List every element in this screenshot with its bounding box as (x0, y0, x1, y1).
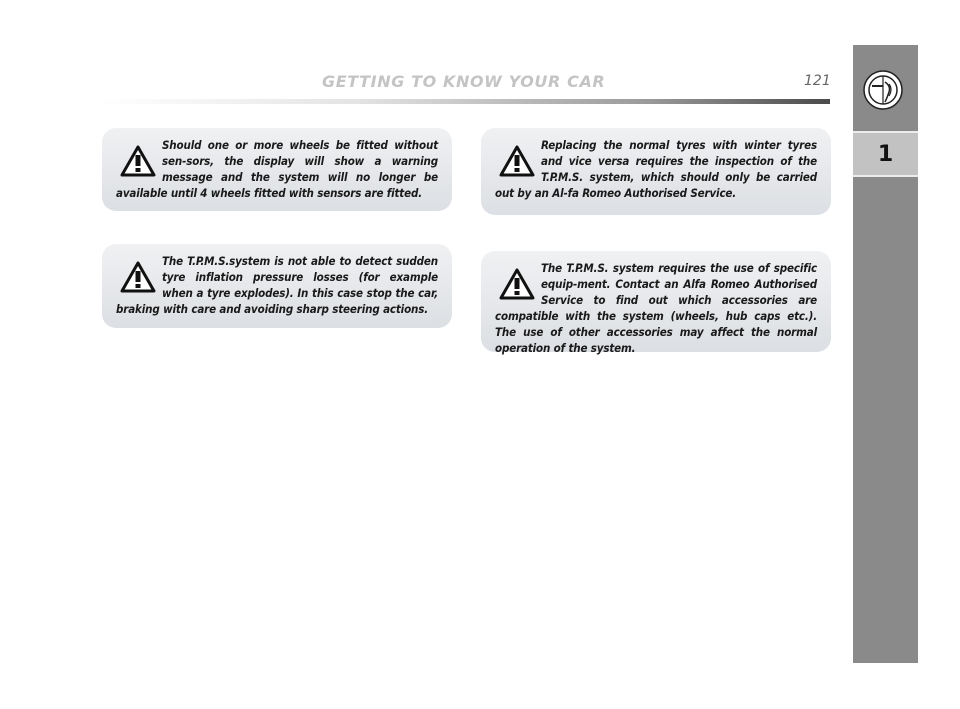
header-divider (100, 99, 830, 104)
warning-triangle-icon (120, 261, 156, 293)
warning-box (102, 128, 452, 211)
warning-text: Should one or more wheels be fitted without sen-sors, the display will show a warning message and the system will no longer be available until 4 wheels fitted with sensors are fitted. (116, 138, 438, 200)
warning-triangle-icon (499, 268, 535, 300)
warning-text: The T.P.M.S.system is not able to detect sudden tyre inflation pressure losses (for example when a tyre explodes). In this case stop the car, braking with care and avoiding sharp steering actions. (116, 254, 438, 316)
warning-triangle-icon (499, 145, 535, 177)
page-number: 121 (804, 73, 831, 89)
warning-text: Replacing the normal tyres with winter tyres and vice versa requires the inspection of the T.P.M.S. system, which should only be carried out by an Al-fa Romeo Authorised Service. (495, 138, 817, 200)
brand-logo-icon (863, 70, 903, 110)
warning-box (481, 251, 831, 355)
warning-triangle-icon (120, 145, 156, 177)
warning-text: The T.P.M.S. system requires the use of specific equip-ment. Contact an Alfa Romeo Authorised Service to find out which accessories are compatible with the system (wheels, hub caps etc.). The use of other accessories may affect the normal operation of the system. (495, 261, 817, 355)
warning-box (481, 128, 831, 215)
chapter-number: 1 (853, 131, 918, 177)
section-title: GETTING TO KNOW YOUR CAR (322, 72, 606, 91)
warning-box (102, 244, 452, 328)
